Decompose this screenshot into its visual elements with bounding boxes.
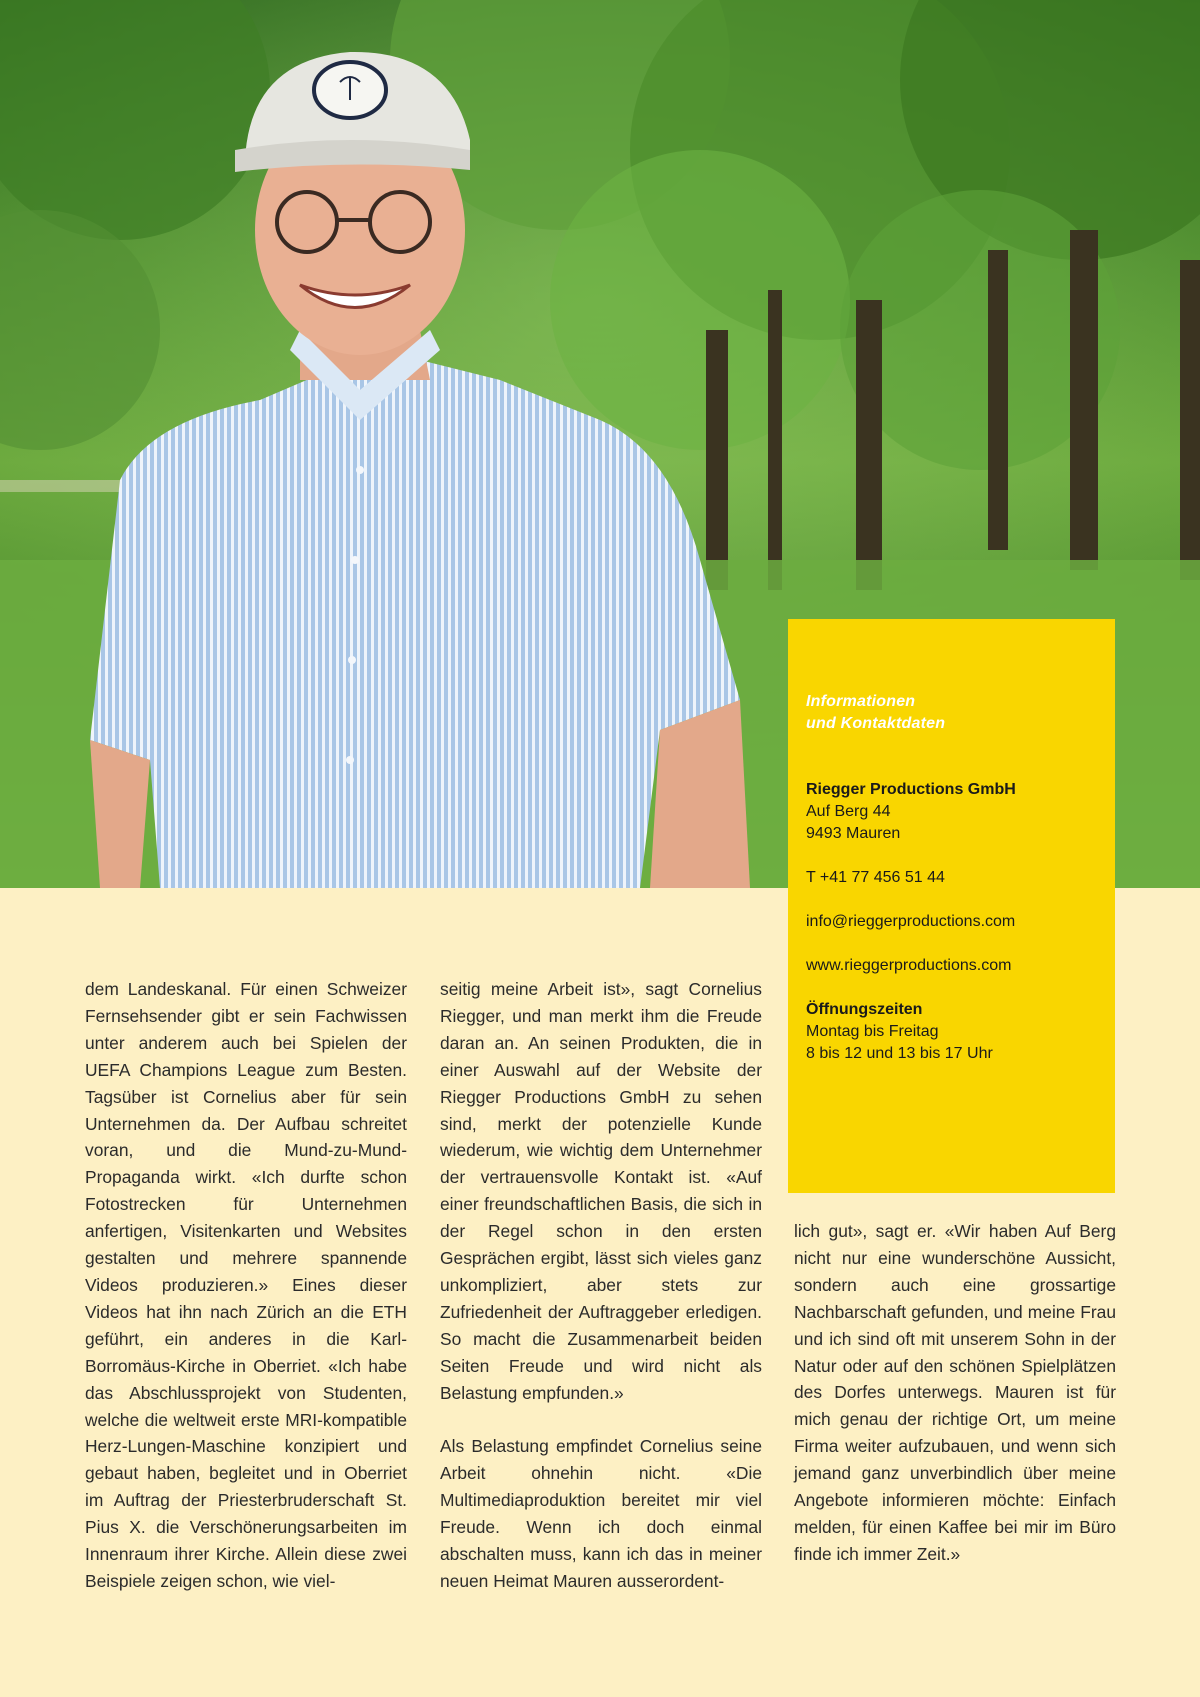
phone-number: T +41 77 456 51 44	[806, 869, 945, 886]
opening-hours-label: Öffnungszeiten	[806, 1001, 923, 1018]
contact-info-box	[788, 619, 1115, 1193]
email-address[interactable]: info@rieggerproductions.com	[806, 913, 1016, 930]
contact-info-title-line1: Informationen	[806, 693, 916, 710]
article-paragraph: seitig meine Arbeit ist», sagt Cornelius Riegger, und man merkt ihm die Freude daran an. An seinen Produkten, die in einer Auswahl auf der Website der Riegger Productions GmbH zu sehen sind, merkt der potenzielle Kunde wiederum, wie wichtig dem Unternehmer der vertrauensvolle Kontakt ist. «Auf einer freundschaftlichen Basis, die sich in der Regel schon in den ersten Gesprächen ergibt, lässt sich vieles ganz unkompliziert, aber stets zur Zufriedenheit der Auftraggeber erledigen. So macht die Zusammenarbeit beiden Seiten Freude und wird nicht als Belastung empfunden.»	[440, 979, 762, 1403]
article-paragraph: Als Belastung empfindet Cornelius seine Arbeit ohnehin nicht. «Die Multimediaproduktion bereitet mir viel Freude. Wenn ich doch einmal abschalten muss, kann ich das in meiner neuen Heimat Mauren ausserordent-	[440, 1436, 762, 1591]
article-column-2	[440, 976, 762, 1595]
article-column-1	[85, 976, 407, 1595]
company-name: Riegger Productions GmbH	[806, 781, 1016, 798]
opening-hours-time: 8 bis 12 und 13 bis 17 Uhr	[806, 1045, 993, 1062]
opening-hours-days: Montag bis Freitag	[806, 1023, 939, 1040]
contact-info-title-line2: und Kontaktdaten	[806, 715, 946, 732]
street-address: Auf Berg 44	[806, 803, 891, 820]
website-link[interactable]: www.rieggerproductions.com	[806, 957, 1012, 974]
article-paragraph: lich gut», sagt er. «Wir haben Auf Berg nicht nur eine wunderschöne Aussicht, sondern auch eine grossartige Nachbarschaft gefunden, und meine Frau und ich sind oft mit unserem Sohn in der Natur oder auf den schönen Spielplätzen des Dorfes unterwegs. Mauren ist für mich genau der richtige Ort, um meine Firma weiter aufzubauen, und wenn sich jemand ganz unverbindlich über meine Angebote informieren möchte: Einfach melden, für einen Kaffee bei mir im Büro finde ich immer Zeit.»	[794, 1221, 1116, 1564]
article-paragraph: dem Landeskanal. Für einen Schweizer Fernsehsender gibt er sein Fachwissen unter anderem auch bei Spielen der UEFA Champions League zum Besten. Tagsüber ist Cornelius aber für sein Unternehmen da. Der Aufbau schreitet voran, und die Mund-zu-Mund-Propaganda wirkt. «Ich durfte schon Fotostrecken für Unternehmen anfertigen, Visitenkarten und Websites gestalten und mehrere spannende Videos produzieren.» Eines dieser Videos hat ihn nach Zürich an die ETH geführt, ein anderes in die Karl-Borromäus-Kirche in Oberriet. «Ich habe das Abschlussprojekt von Studenten, welche die weltweit erste MRI-kompatible Herz-Lungen-Maschine konzipiert und gebaut haben, begleitet und in Oberriet im Auftrag der Priesterbruderschaft St. Pius X. die Verschönerungsarbeiten im Innenraum ihrer Kirche. Allein diese zwei Beispiele zeigen schon, wie viel-	[85, 979, 407, 1591]
city-address: 9493 Mauren	[806, 825, 901, 842]
contact-info-title	[806, 691, 1097, 735]
article-column-3	[794, 1218, 1116, 1568]
